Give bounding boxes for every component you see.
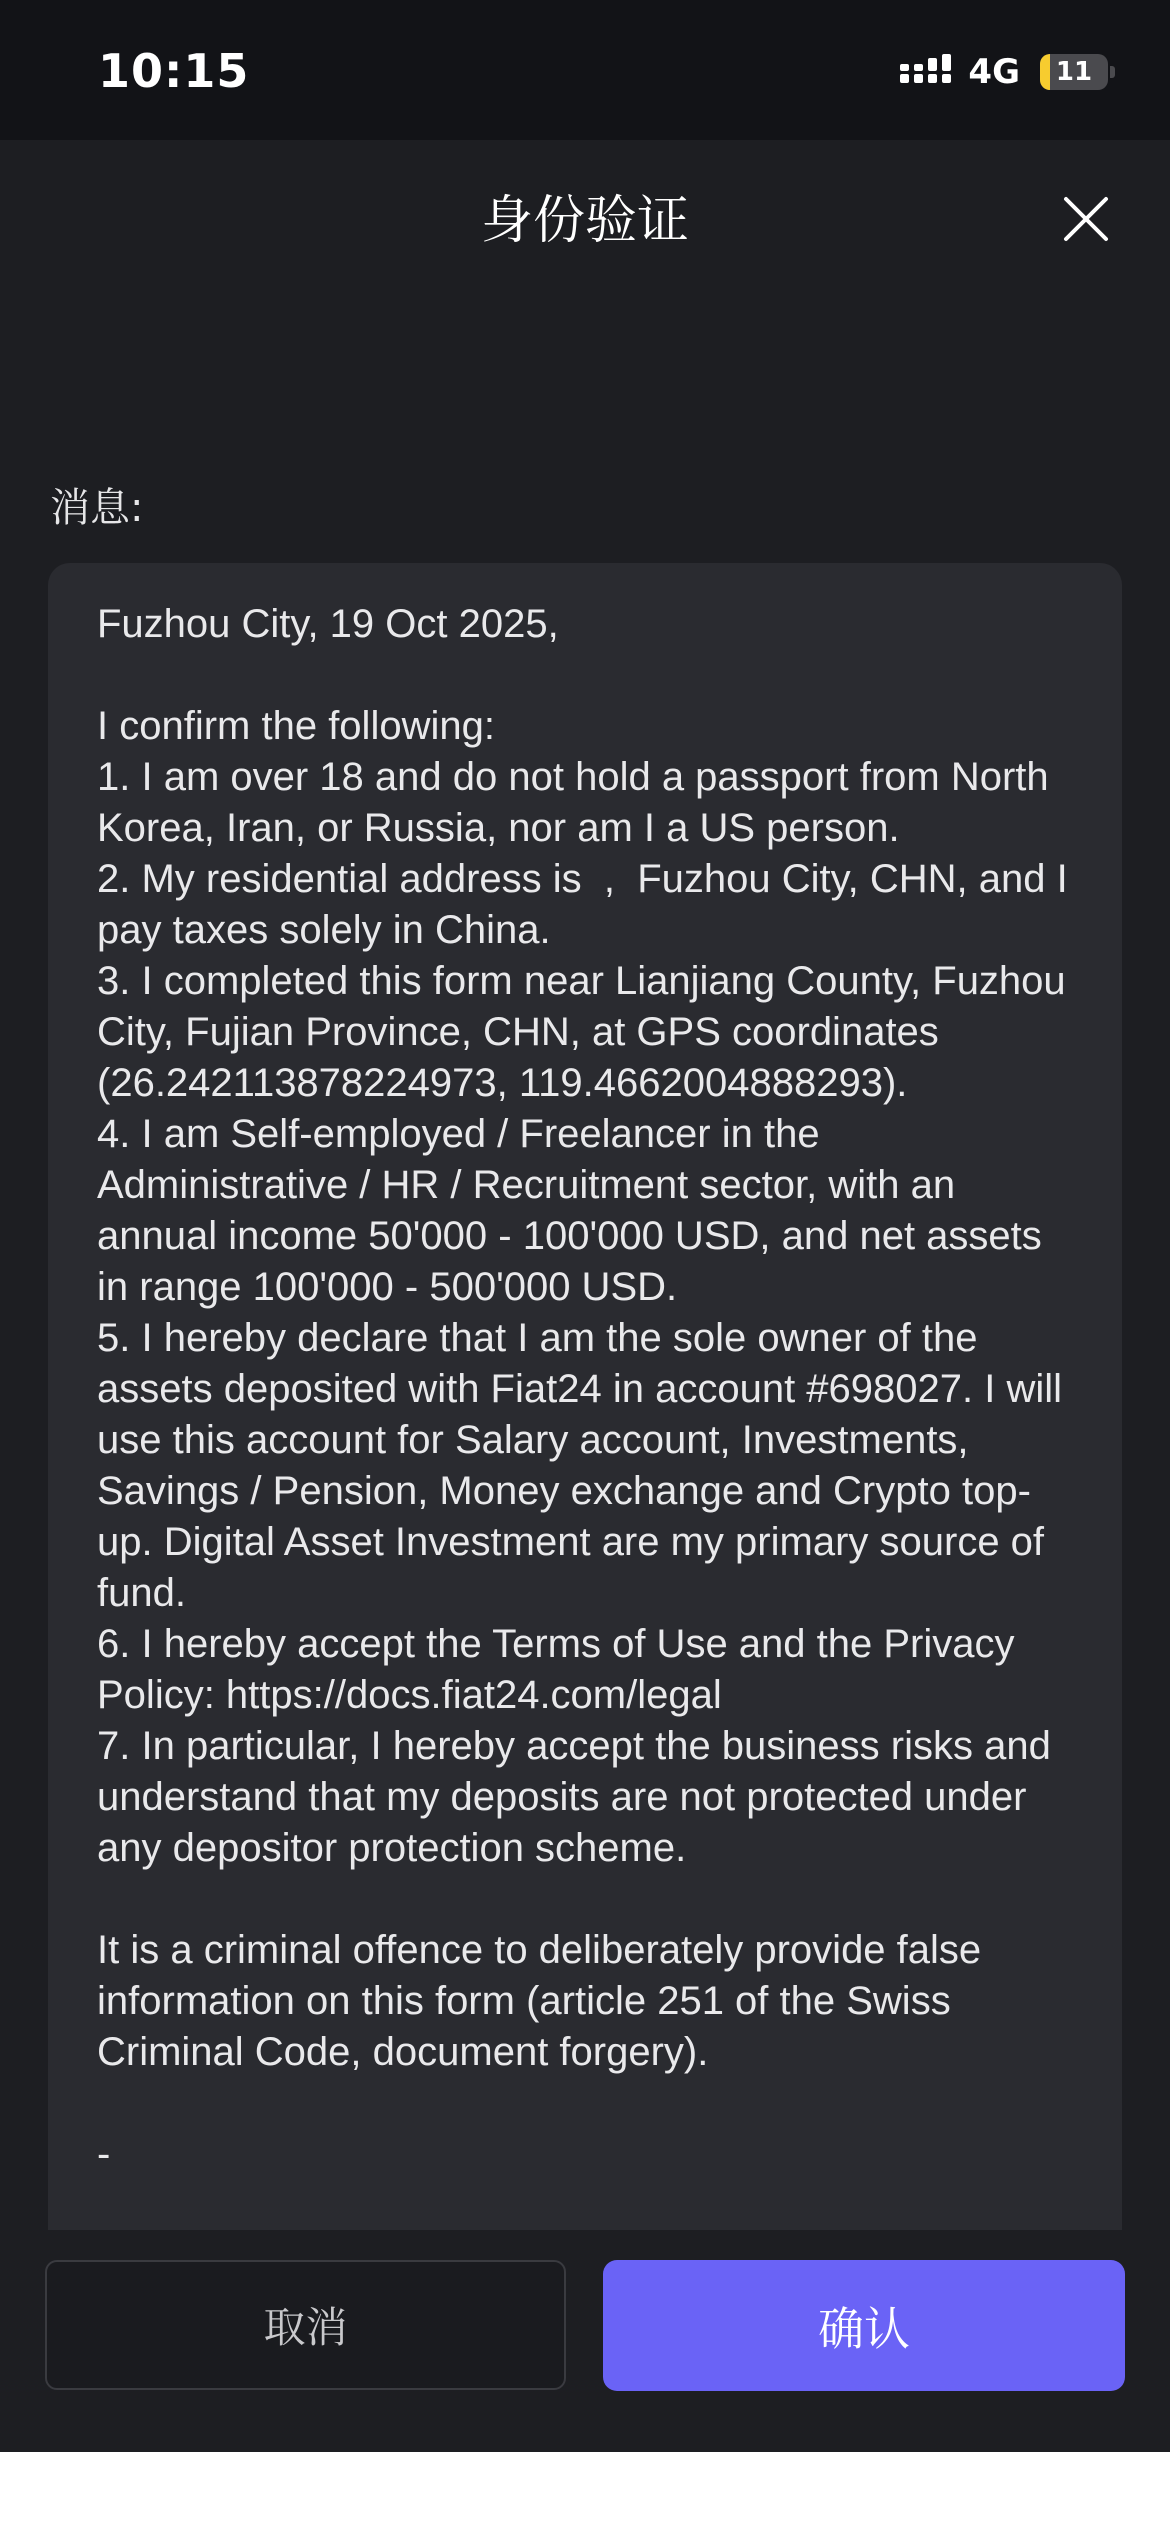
close-icon[interactable]	[1062, 195, 1110, 243]
message-text: Fuzhou City, 19 Oct 2025, I confirm the following: 1. I am over 18 and do not hold a passport from North Korea, Iran, or Russia, nor am I a US person. 2. My residential address is , Fuzhou City, CHN, and I pay taxes solely in China. 3. I completed this form near Lianjiang County, Fuzhou City, Fujian Province, CHN, at GPS coordinates (26.242113878224973, 119.4662004888293). 4. I am Self-employed / Freelancer in the Administrative / HR / Recruitment sector, with an annual income 50'000 - 100'000 USD, and net assets in range 100'000 - 500'000 USD. 5. I hereby declare that I am the sole owner of the assets deposited with Fiat24 in account #698027. I will use this account for Salary account, Investments, Savings / Pension, Money exchange and Crypto top-up. Digital Asset Investment are my primary source of fund. 6. I hereby accept the Terms of Use and the Privacy Policy: https://docs.fiat24.com/legal 7. In particular, I hereby accept the business risks and understand that my deposits are not protected under any depositor protection scheme. It is a criminal offence to deliberately provide false information on this form (article 251 of the Swiss Criminal Code, document forgery). -	[97, 602, 1068, 2176]
battery-icon	[1040, 54, 1108, 90]
dialog-footer	[0, 2230, 1170, 2452]
cancel-button[interactable]: 取消	[45, 2260, 566, 2390]
confirm-button[interactable]: 确认	[603, 2260, 1125, 2391]
status-indicators	[900, 52, 1115, 92]
battery-fill	[1040, 54, 1050, 90]
dialog-title: 身份验证	[480, 191, 689, 251]
cellular-signal-icon	[900, 54, 954, 90]
message-box[interactable]	[48, 563, 1122, 2370]
battery-tip	[1110, 66, 1115, 78]
network-type: 4G	[968, 52, 1020, 92]
battery-level: 11	[1055, 57, 1093, 87]
status-bar	[0, 0, 1170, 140]
message-label: 消息:	[50, 485, 144, 531]
status-time: 10:15	[98, 44, 250, 98]
verification-dialog	[0, 140, 1170, 2452]
